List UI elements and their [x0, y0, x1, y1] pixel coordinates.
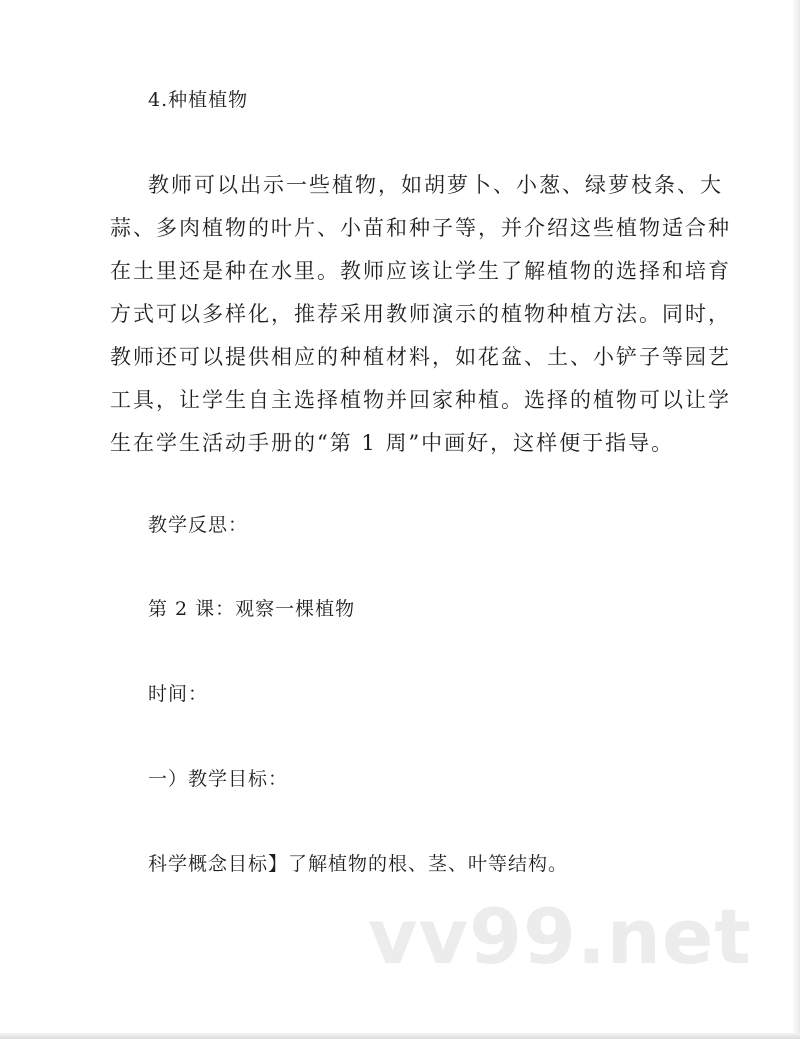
science-concept-objective: 科学概念目标】了解植物的根、茎、叶等结构。	[148, 853, 569, 875]
paragraph-line: 在土里还是种在水里。教师应该让学生了解植物的选择和培育	[110, 259, 731, 283]
site-watermark: vv99.net	[368, 892, 752, 981]
page-edge-shadow-bottom	[0, 1033, 800, 1039]
teaching-reflection-label: 教学反思：	[148, 514, 249, 536]
objectives-heading: 一）教学目标：	[148, 768, 289, 790]
lesson-title: 第 2 课：观察一棵植物	[148, 598, 356, 620]
paragraph-line: 生在学生活动手册的“第 1 周”中画好，这样便于指导。	[110, 431, 675, 455]
section-heading: 4.种植植物	[148, 89, 249, 111]
paragraph-line: 工具，让学生自主选择植物并回家种植。选择的植物可以让学	[110, 388, 731, 412]
time-label: 时间：	[148, 683, 209, 705]
paragraph-line: 教师可以出示一些植物，如胡萝卜、小葱、绿萝枝条、大	[148, 173, 723, 197]
paragraph-line: 方式可以多样化，推荐采用教师演示的植物种植方法。同时，	[110, 302, 731, 326]
paragraph-line: 蒜、多肉植物的叶片、小苗和种子等，并介绍这些植物适合种	[110, 216, 731, 240]
page-edge-shadow-right	[792, 0, 800, 1039]
paragraph-line: 教师还可以提供相应的种植材料，如花盆、土、小铲子等园艺	[110, 345, 731, 369]
